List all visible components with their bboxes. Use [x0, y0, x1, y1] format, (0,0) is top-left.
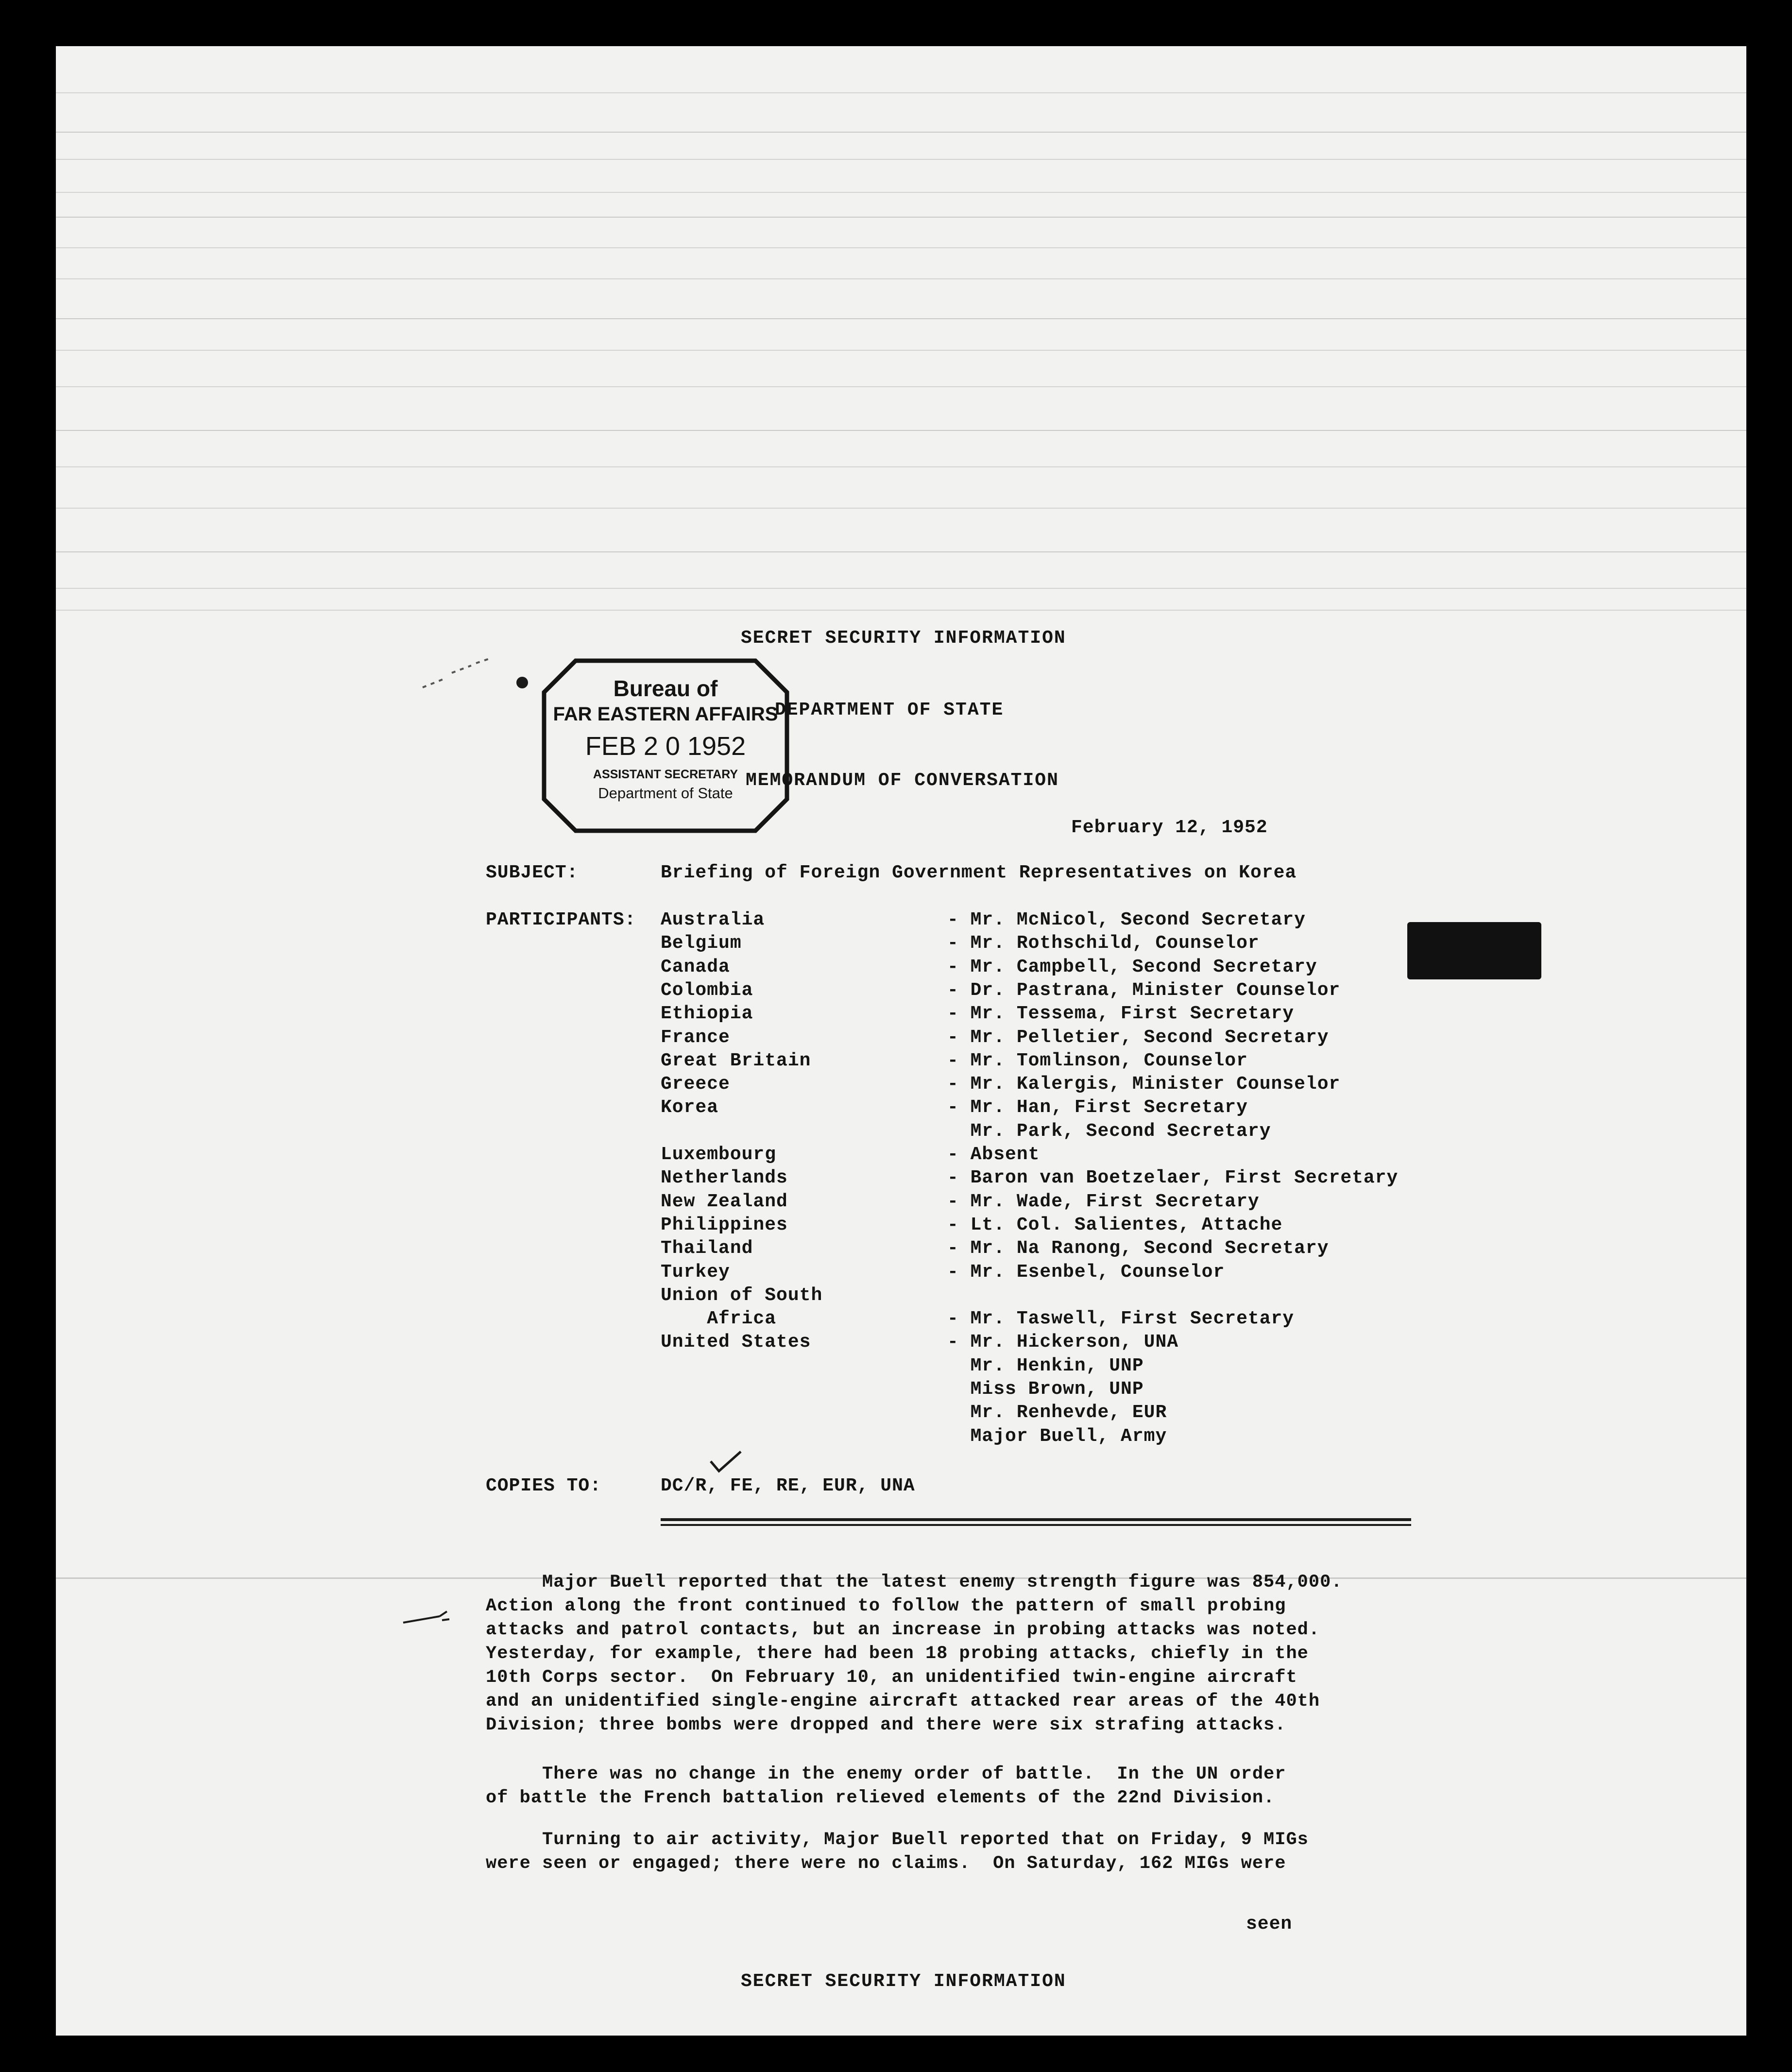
- participants-label: PARTICIPANTS:: [486, 909, 636, 930]
- memo-date: February 12, 1952: [1071, 817, 1268, 838]
- scan-line: [56, 508, 1746, 509]
- stamp-date: FEB 2 0 1952: [585, 732, 746, 761]
- check-mark: [707, 1448, 746, 1477]
- received-stamp: [529, 651, 802, 840]
- scan-line: [56, 588, 1746, 589]
- continuation-word: seen: [1246, 1914, 1293, 1935]
- classification-top: SECRET SECURITY INFORMATION: [741, 628, 1066, 649]
- participant-country: Thailand: [661, 1238, 753, 1259]
- participant-representative: Miss Brown, UNP: [947, 1379, 1144, 1400]
- participant-country: Africa: [661, 1308, 777, 1330]
- stamp-office: FAR EASTERN AFFAIRS: [553, 703, 778, 725]
- participant-representative: - Mr. Pelletier, Second Secretary: [947, 1027, 1329, 1048]
- participant-country: Turkey: [661, 1261, 730, 1283]
- participant-representative: - Mr. Hickerson, UNA: [947, 1332, 1179, 1353]
- participant-representative: - Mr. Tomlinson, Counselor: [947, 1050, 1248, 1071]
- scan-line: [56, 430, 1746, 431]
- participant-representative: - Mr. Tessema, First Secretary: [947, 1003, 1295, 1025]
- participant-representative: - Mr. McNicol, Second Secretary: [947, 909, 1306, 930]
- participant-country: Greece: [661, 1074, 730, 1095]
- participant-country: Netherlands: [661, 1167, 788, 1189]
- participant-representative: - Absent: [947, 1144, 1040, 1165]
- memo-type-heading: MEMORANDUM OF CONVERSATION: [746, 770, 1059, 791]
- participant-country: New Zealand: [661, 1191, 788, 1212]
- participant-representative: Mr. Henkin, UNP: [947, 1355, 1144, 1376]
- participant-representative: - Mr. Han, First Secretary: [947, 1097, 1248, 1118]
- classification-bottom: SECRET SECURITY INFORMATION: [741, 1971, 1066, 1992]
- participant-representative: - Mr. Campbell, Second Secretary: [947, 956, 1317, 977]
- scan-line: [56, 551, 1746, 552]
- document-page: [56, 46, 1746, 2036]
- ink-marks: [418, 644, 544, 712]
- scan-line: [56, 278, 1746, 279]
- scan-line: [56, 92, 1746, 93]
- participant-representative: Mr. Renhevde, EUR: [947, 1402, 1167, 1423]
- participant-representative: - Lt. Col. Salientes, Attache: [947, 1214, 1283, 1235]
- participant-country: Australia: [661, 909, 765, 930]
- scan-line: [56, 386, 1746, 387]
- stamp-bureau: Bureau of: [613, 676, 718, 701]
- scan-line: [56, 159, 1746, 160]
- participant-country: Ethiopia: [661, 1003, 753, 1025]
- scan-line: [56, 192, 1746, 193]
- copies-text: DC/R, FE, RE, EUR, UNA: [661, 1475, 915, 1496]
- separator-rule: [661, 1524, 1411, 1526]
- participant-representative: - Mr. Wade, First Secretary: [947, 1191, 1260, 1212]
- participant-country: Union of South: [661, 1284, 823, 1306]
- participant-country: Great Britain: [661, 1050, 811, 1071]
- participant-representative: - Mr. Taswell, First Secretary: [947, 1308, 1295, 1330]
- participant-country: Canada: [661, 956, 730, 977]
- scan-line: [56, 466, 1746, 467]
- participant-representative: - Mr. Rothschild, Counselor: [947, 933, 1260, 954]
- participant-country: United States: [661, 1332, 811, 1353]
- scan-line: [56, 247, 1746, 248]
- participant-representative: - Dr. Pastrana, Minister Counselor: [947, 979, 1341, 1001]
- scan-line: [56, 318, 1746, 319]
- participant-country: France: [661, 1027, 730, 1048]
- scan-line: [56, 132, 1746, 133]
- participant-representative: - Baron van Boetzelaer, First Secretary: [947, 1167, 1399, 1189]
- department-heading: DEPARTMENT OF STATE: [775, 700, 1004, 720]
- participant-country: Philippines: [661, 1214, 788, 1235]
- margin-arrow: [401, 1606, 454, 1630]
- participant-representative: Major Buell, Army: [947, 1425, 1167, 1447]
- redaction-block: [1407, 922, 1541, 979]
- participant-representative: Mr. Park, Second Secretary: [947, 1120, 1271, 1142]
- participant-representative: - Mr. Kalergis, Minister Counselor: [947, 1074, 1341, 1095]
- scan-line: [56, 217, 1746, 218]
- body-paragraph-1: Major Buell reported that the latest enemy strength figure was 854,000. Action along the front continued to follow the pattern of small probing attacks and patrol contacts, but an increase in probing attacks was noted. Yesterday, for example, there had been 18 probing attacks, chiefly in the 10th Corps sector. On February 10, an unidentified twin-engine aircraft and an unidentified single-engine aircraft attacked rear areas of the 40th Division; three bombs were dropped and there were six strafing attacks.: [486, 1572, 1343, 1735]
- stamp-assistant: ASSISTANT SECRETARY: [593, 768, 738, 781]
- participant-country: Belgium: [661, 933, 742, 954]
- copies-label: COPIES TO:: [486, 1475, 602, 1496]
- participant-country: Korea: [661, 1097, 719, 1118]
- body-paragraph-3: Turning to air activity, Major Buell reported that on Friday, 9 MIGs were seen or engaged; there were no claims. On Saturday, 162 MIGs were: [486, 1830, 1309, 1874]
- separator-rule: [661, 1518, 1411, 1521]
- participant-country: Colombia: [661, 979, 753, 1001]
- participant-representative: - Mr. Esenbel, Counselor: [947, 1261, 1225, 1283]
- body-paragraph-2: There was no change in the enemy order of battle. In the UN order of battle the French battalion relieved elements of the 22nd Division.: [486, 1764, 1286, 1808]
- subject-text: Briefing of Foreign Government Representatives on Korea: [661, 862, 1297, 883]
- participant-country: Luxembourg: [661, 1144, 777, 1165]
- scan-line: [56, 610, 1746, 611]
- participant-representative: - Mr. Na Ranong, Second Secretary: [947, 1238, 1329, 1259]
- stamp-department: Department of State: [598, 785, 733, 802]
- subject-label: SUBJECT:: [486, 862, 579, 883]
- scan-line: [56, 350, 1746, 351]
